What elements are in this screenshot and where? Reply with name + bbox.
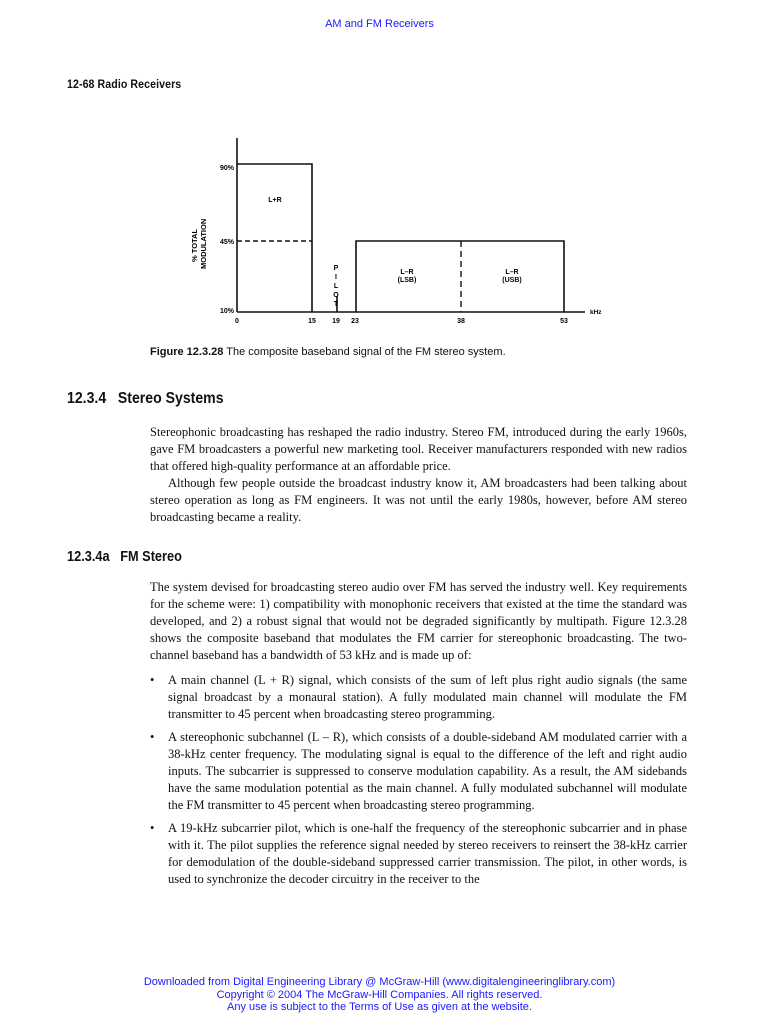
footer-terms-link[interactable]: Any use is subject to the Terms of Use as given at the website. [227,1001,532,1013]
pilot-letter-p: P [333,265,339,272]
section-paragraph-1: Stereophonic broadcasting has reshaped the radio industry. Stereo FM, introduced during the early 1960s, gave FM broadcasters a powerful new marketing tool. Receiver manufacturers responded with new radios that offered high-quality performance at an affordable price. [150,425,687,473]
bullet-dot: • [150,730,155,744]
section-heading: 12.3.4 Stereo Systems [67,390,224,407]
section-paragraph-2: Although few people outside the broadcast industry know it, AM broadcasters had been talking about stereo operation as long as FM engineers. It was not until the early 1980s, however, before AM stereo broadcasting became a reality. [150,476,687,524]
x-axis-unit: kHz [590,309,602,316]
list-item [150,672,687,723]
footer [0,976,759,1014]
pilot-letter-i: I [335,274,337,281]
lsb-label-line1: L–R [400,269,414,276]
subsection-intro: The system devised for broadcasting stereo audio over FM has served the industry well. Key requirements for the scheme were: 1) compatibility with monophonic receivers that existed at the time the standard was developed, and 2) a robust signal that would not be degraded significantly by multipath. Figure 12.3.28 shows the composite baseband that modulates the FM carrier for stereophonic broadcasting. The two-channel baseband has a bandwidth of 53 kHz and is made up of: [150,580,687,662]
x-tick-0: 0 [235,318,239,325]
lsb-label-line2: (LSB) [397,277,417,284]
subsection-body [150,579,687,894]
list-item [150,729,687,814]
bullet-text-pilot: A 19-kHz subcarrier pilot, which is one-half the frequency of the stereophonic subcarrier and in phase with it. The pilot supplies the reference signal needed by stereo receivers to reinsert the 38-kHz carrier for demodulation of the double-sideband suppressed carrier transmission. The pilot, in other words, is used to synchronize the decoder circuitry in the receiver to the [168,821,687,886]
figure-caption [150,346,506,358]
section-body [150,424,687,526]
footer-download-link[interactable]: Downloaded from Digital Engineering Library @ McGraw-Hill (www.digitalengineeringlibrary.com) [143,976,616,988]
x-tick-23: 23 [351,318,359,325]
y-tick-45: 45% [219,239,234,246]
lr-sum-block [237,164,312,312]
bullet-text-main-channel: A main channel (L + R) signal, which consists of the sum of left plus right audio signals (the same signal broadcast by a monaural station). A fully modulated main channel will modulate the FM transmitter to 45 percent when broadcasting stereo programming. [168,673,687,721]
subsection-heading: 12.3.4a FM Stereo [67,549,182,565]
list-item [150,820,687,888]
usb-label-line2: (USB) [502,277,522,284]
bullet-text-subchannel: A stereophonic subchannel (L – R), which consists of a double-sideband AM modulated carrier with a 38-kHz center frequency. The modulating signal is equal to the difference of the left and right audio inputs. The subcarrier is suppressed to conserve modulation capability. As a result, the AM sidebands have the same modulation potential as the main channel. A fully modulated subchannel will modulate the FM transmitter to 45 percent when broadcasting stereo programming. [168,730,687,812]
y-axis-label-line2: MODULATION [199,218,208,269]
composite-baseband-chart [180,130,620,330]
y-axis-label-line1: % TOTAL [190,228,199,262]
running-head: 12-68 Radio Receivers [67,79,182,91]
x-tick-15: 15 [308,318,316,325]
y-tick-90: 90% [219,165,234,172]
lr-sum-label: L+R [268,197,282,204]
figure-caption-label: Figure 12.3.28 [150,346,224,358]
figure-caption-text: The composite baseband signal of the FM stereo system. [223,346,506,358]
pilot-letter-o: O [333,292,339,299]
x-tick-38: 38 [457,318,465,325]
lr-diff-block [356,241,564,312]
x-tick-53: 53 [560,318,568,325]
bullet-dot: • [150,821,155,835]
bullet-dot: • [150,673,155,687]
bullet-list [150,672,687,888]
usb-label-line1: L–R [505,269,519,276]
book-title-link[interactable]: AM and FM Receivers [325,18,434,30]
y-tick-10: 10% [219,308,234,315]
x-tick-19: 19 [332,318,340,325]
footer-copyright: Copyright © 2004 The McGraw-Hill Companies. All rights reserved. [216,988,543,1001]
pilot-letter-l: L [333,283,339,290]
pilot-letter-t: T [333,301,339,308]
